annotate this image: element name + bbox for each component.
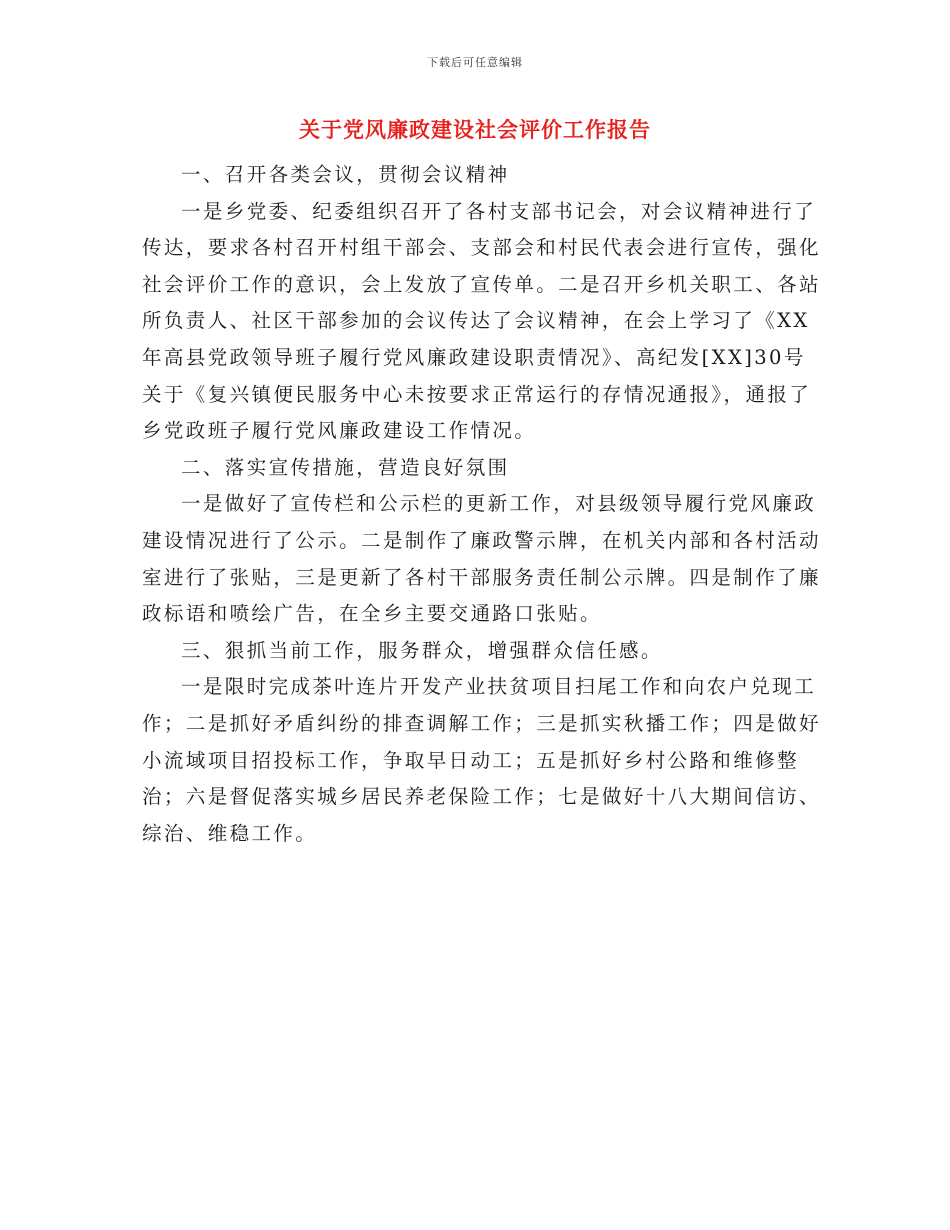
- section-paragraph-2: 一是做好了宣传栏和公示栏的更新工作，对县级领导履行党风廉政建设情况进行了公示。二是制作了廉政警示牌，在机关内部和各村活动室进行了张贴，三是更新了各村干部服务责任制公示牌。四是制作了廉政标语和喷绘广告，在全乡主要交通路口张贴。: [142, 492, 821, 626]
- section-heading-3: 三、狠抓当前工作，服务群众，增强群众信任感。: [181, 638, 663, 662]
- section-paragraph-1: 一是乡党委、纪委组织召开了各村支部书记会，对会议精神进行了传达，要求各村召开村组干部会、支部会和村民代表会进行宣传，强化社会评价工作的意识，会上发放了宣传单。二是召开乡机关职工、各站所负责人、社区干部参加的会议传达了会议精神，在会上学习了《XX年高县党政领导班子履行党风廉政建设职责情况》、高纪发[XX]30号关于《复兴镇便民服务中心未按要求正常运行的存情况通报》，通报了乡党政班子履行党风廉政建设工作情况。: [142, 199, 821, 443]
- section-paragraph-3: 一是限时完成茶叶连片开发产业扶贫项目扫尾工作和向农户兑现工作；二是抓好矛盾纠纷的排查调解工作；三是抓实秋播工作；四是做好小流域项目招投标工作，争取早日动工；五是抓好乡村公路和维修整治；六是督促落实城乡居民养老保险工作；七是做好十八大期间信访、综治、维稳工作。: [142, 675, 821, 845]
- document-body: [142, 157, 822, 852]
- document-title: 关于党风廉政建设社会评价工作报告: [299, 117, 651, 142]
- section-heading-1: 一、召开各类会议，贯彻会议精神: [181, 163, 510, 186]
- header-note: 下载后可任意编辑: [427, 56, 523, 69]
- section-heading-2: 二、落实宣传措施，营造良好氛围: [181, 455, 510, 479]
